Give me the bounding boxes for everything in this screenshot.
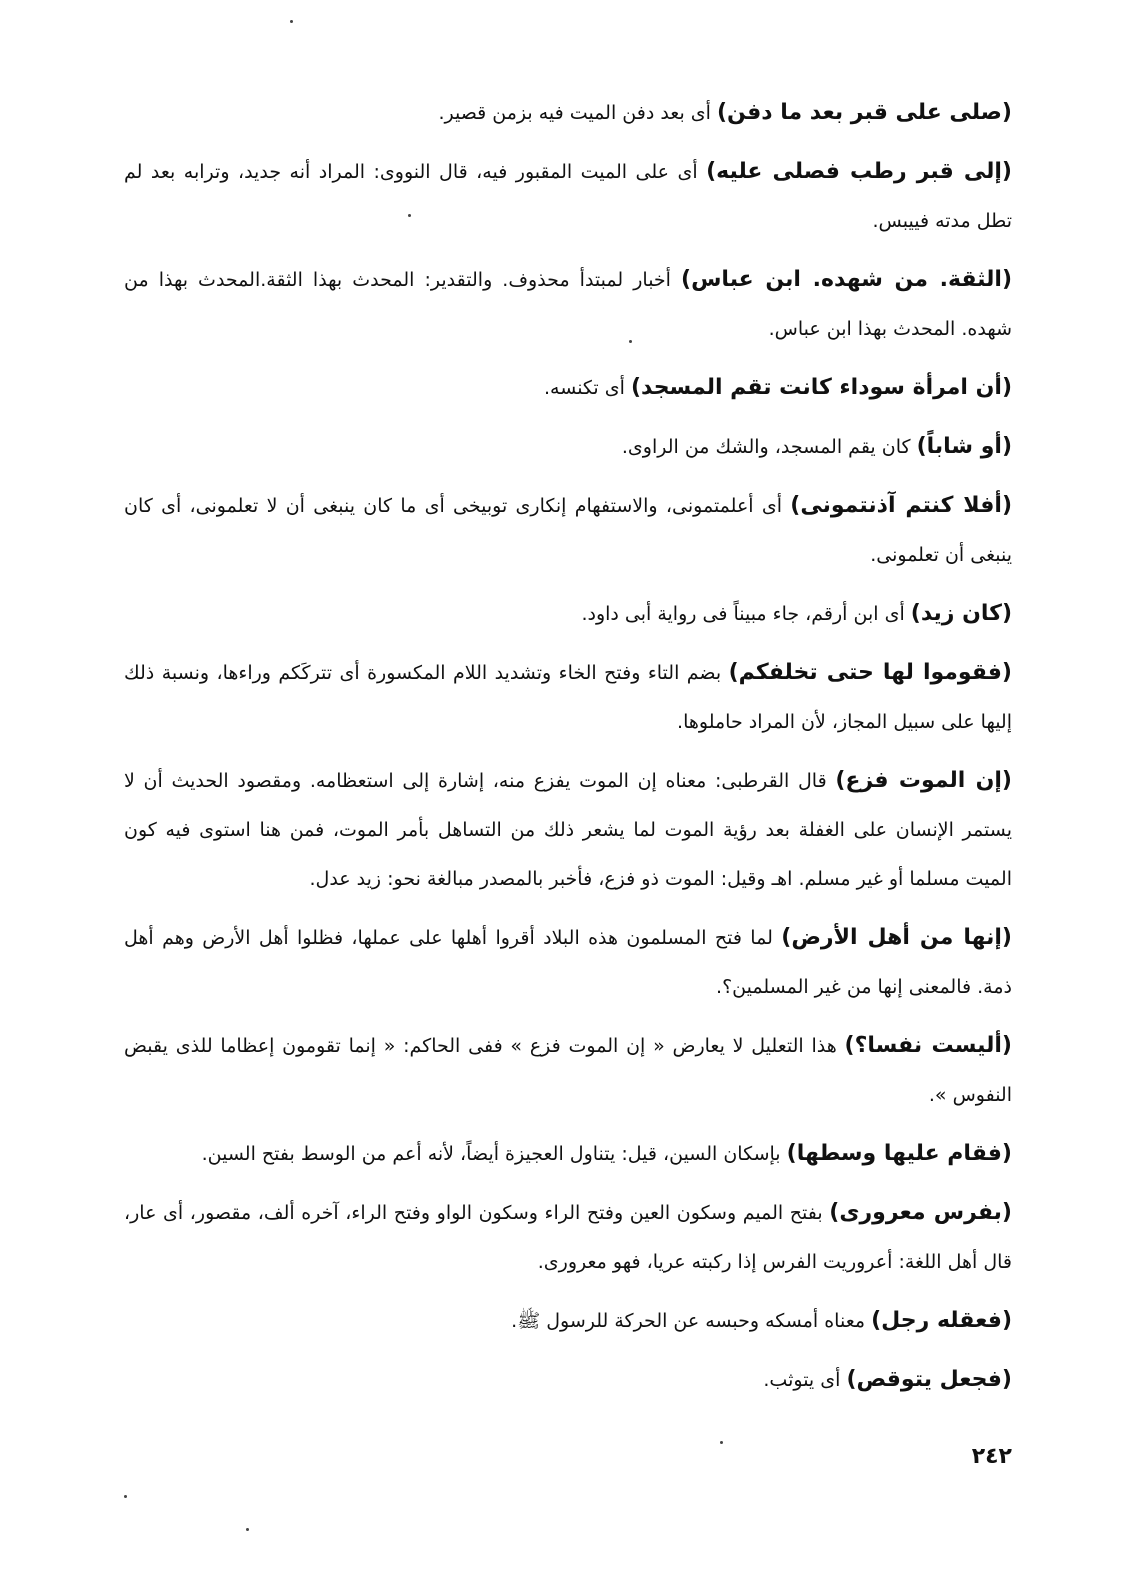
- entry-5: [124, 422, 1012, 472]
- entry-text: هذا التعليل لا يعارض « إن الموت فزع » ففى الحاكم: « إنما تقومون إعظاما للذى يقبض النفوس ».: [124, 1035, 1012, 1106]
- entry-heading: (إنها من أهل الأرض): [781, 925, 1012, 950]
- scan-speck: [720, 1441, 723, 1444]
- entry-text: قال القرطبى: معناه إن الموت يفزع منه، إشارة إلى استعظامه. ومقصود الحديث أن لا يستمر الإنسان على الغفلة بعد رؤية الموت لما يشعر ذلك من التساهل بأمر الموت، فمن هنا استوى فيه كون الميت مسلما أو غير مسلم. اهـ وقيل: الموت ذو فزع، فأخبر بالمصدر مبالغة نحو: زيد عدل.: [124, 770, 1012, 890]
- entry-heading: (أن امرأة سوداء كانت تقم المسجد): [630, 375, 1012, 400]
- entry-heading: (فقوموا لها حتى تخلفكم): [728, 660, 1012, 685]
- entry-text: بضم التاء وفتح الخاء وتشديد اللام المكسورة أى تتركَكم وراءها، ونسبة ذلك إليها على سبيل المجاز، لأن المراد حاملوها.: [124, 662, 1012, 733]
- entry-text: أى تكنسه.: [544, 377, 631, 399]
- page-number: ٢٤٢: [971, 1444, 1012, 1469]
- entry-9: [124, 756, 1012, 904]
- entry-text: أخبار لمبتدأ محذوف. والتقدير: المحدث بهذا الثقة.المحدث بهذا من شهده. المحدث بهذا ابن عباس.: [124, 269, 1012, 340]
- entry-heading: (الثقة. من شهده. ابن عباس): [681, 267, 1013, 292]
- entry-13: [124, 1188, 1012, 1287]
- entry-heading: (بفرس معرورى): [829, 1200, 1012, 1225]
- entry-text: أى يتوثب.: [763, 1369, 847, 1391]
- entry-text: أى ابن أرقم، جاء مبيناً فى رواية أبى داود.: [581, 603, 911, 625]
- entry-text: أى على الميت المقبور فيه، قال النووى: المراد أنه جديد، وترابه بعد لم تطل مدته فييبس.: [124, 161, 1012, 232]
- scan-speck: [124, 1495, 127, 1498]
- entry-heading: (أو شاباً): [916, 434, 1012, 459]
- entry-1: [124, 88, 1012, 138]
- entry-10: [124, 913, 1012, 1012]
- entry-3: [124, 255, 1012, 354]
- entry-heading: (صلى على قبر بعد ما دفن): [716, 100, 1012, 125]
- scan-speck: [290, 20, 293, 23]
- entry-12: [124, 1129, 1012, 1179]
- page-body: [124, 88, 1012, 1414]
- entry-text: أى بعد دفن الميت فيه بزمن قصير.: [438, 102, 717, 124]
- entry-text: معناه أمسكه وحبسه عن الحركة للرسول ﷺ.: [511, 1310, 872, 1332]
- entry-heading: (أفلا كنتم آذنتمونى): [790, 493, 1013, 518]
- entry-heading: (فعقله رجل): [871, 1308, 1012, 1333]
- entry-text: بإسكان السين، قيل: يتناول العجيزة أيضاً، لأنه أعم من الوسط بفتح السين.: [201, 1143, 787, 1165]
- entry-4: [124, 363, 1012, 413]
- entry-heading: (أليست نفسا؟): [844, 1033, 1012, 1058]
- entry-text: أى أعلمتمونى، والاستفهام إنكارى توبيخى أى ما كان ينبغى أن لا تعلمونى، أى كان ينبغى أن تعلمونى.: [124, 495, 1012, 566]
- entry-7: [124, 589, 1012, 639]
- entry-14: [124, 1296, 1012, 1346]
- entry-15: [124, 1355, 1012, 1405]
- scan-speck: [246, 1528, 249, 1531]
- entry-text: لما فتح المسلمون هذه البلاد أقروا أهلها على عملها، فظلوا أهل الأرض وهم أهل ذمة. فالمعنى إنها من غير المسلمين؟.: [124, 927, 1012, 998]
- entry-heading: (كان زيد): [910, 601, 1012, 626]
- entry-text: كان يقم المسجد، والشك من الراوى.: [621, 436, 917, 458]
- entry-heading: (فجعل يتوقص): [846, 1367, 1012, 1392]
- scan-speck: [629, 340, 632, 343]
- scan-speck: [408, 214, 411, 217]
- entry-heading: (إلى قبر رطب فصلى عليه): [706, 159, 1012, 184]
- entry-8: [124, 648, 1012, 747]
- entry-2: [124, 147, 1012, 246]
- entry-11: [124, 1021, 1012, 1120]
- entry-6: [124, 481, 1012, 580]
- entry-text: بفتح الميم وسكون العين وفتح الراء وسكون الواو وفتح الراء، آخره ألف، مقصور، أى عار، قال أهل اللغة: أعروريت الفرس إذا ركبته عريا، فهو معرورى.: [124, 1202, 1012, 1273]
- entry-heading: (فقام عليها وسطها): [786, 1141, 1012, 1166]
- entry-heading: (إن الموت فزع): [835, 768, 1012, 793]
